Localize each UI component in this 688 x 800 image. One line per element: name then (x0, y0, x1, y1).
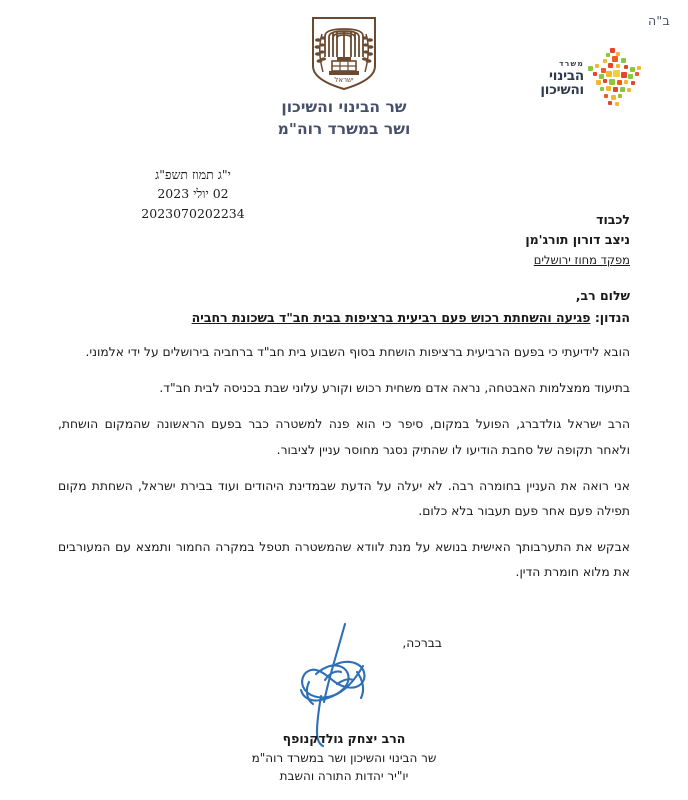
ministry-logo-wordmark (526, 60, 584, 97)
paragraph: אבקש את התערבותך האישית בנושא על מנת לוודא שהמשטרה תטפל במקרה החמור ותמצא עם המעורבים את מלוא חומרת הדין. (58, 540, 630, 580)
paragraph: אני רואה את העניין בחומרה רבה. לא יעלה על הדעת שבמדינת היהודים ועוד בבירת ישראל, השחתת מקום תפילה פעם אחר פעם תעבור בלא כלום. (58, 478, 630, 519)
subject-text: פגיעה והשחתת רכוש פעם רביעית ברציפות בבית חב"ד בשכונת רחביה (191, 310, 591, 325)
bh-marker: ב"ה (647, 13, 670, 28)
ministry-logo-line1: הבינוי (548, 67, 584, 84)
signer-name: הרב יצחק גולדקנופף (282, 731, 406, 747)
greeting: שלום רב, (575, 288, 630, 303)
signer-role-line2: יו"יר יהדות התורה והשבת (279, 769, 409, 784)
reference-number: 2023070202234 (141, 205, 245, 221)
gregorian-date: 02 יולי 2023 (157, 186, 229, 202)
addressee-role: מפקד מחוז ירושלים (533, 252, 630, 267)
letter-header (0, 0, 688, 150)
paragraph: הובא לידיעתי כי בפעם הרביעית ברציפות הושחת בסוף השבוע בית חב"ד ברחביה בירושלים על ידי אלמוני. (85, 345, 630, 359)
addressee-name: ניצב דורון תורג'מן (525, 232, 630, 248)
paragraph: הרב ישראל גולדברג, הפועל במקום, סיפר כי הוא פנה למשטרה כבר בפעם הראשונה שהמקום הושחת, ולאחר תקופה של סחבת הודיעו לו שהתיק נסגר מחוסר עניין לציבור. (58, 417, 630, 457)
emblem-caption: ישראל (334, 76, 354, 84)
regards-text: בברכה, (402, 636, 442, 651)
ministry-logo-small-word: משרד (559, 59, 584, 68)
signature-block (0, 636, 688, 786)
addressee-block (525, 210, 630, 269)
letter-body (58, 340, 630, 597)
minister-title-line2: ושר במשרד רוה"מ (277, 120, 411, 138)
addressee-salutation: לכבוד (596, 212, 630, 227)
subject-line (58, 310, 630, 325)
ministry-logo-line2: והשיכון (540, 81, 584, 98)
date-block (88, 165, 298, 223)
signer-role-line1: שר הבינוי והשיכון ושר במשרד רוה"מ (251, 750, 437, 765)
hebrew-date: י"ג תמוז תשפ"ג (155, 167, 231, 182)
minister-title (0, 96, 688, 140)
subject-label: הנדון: (594, 310, 630, 325)
paragraph: בתיעוד ממצלמות האבטחה, נראה אדם משחית רכוש וקורע עלוני שבת בכניסה לבית חב"ד. (159, 381, 630, 396)
israel-state-emblem-icon (307, 14, 381, 92)
minister-title-line1: שר הבינוי והשיכון (281, 98, 407, 116)
handwritten-signature-icon (271, 622, 406, 747)
